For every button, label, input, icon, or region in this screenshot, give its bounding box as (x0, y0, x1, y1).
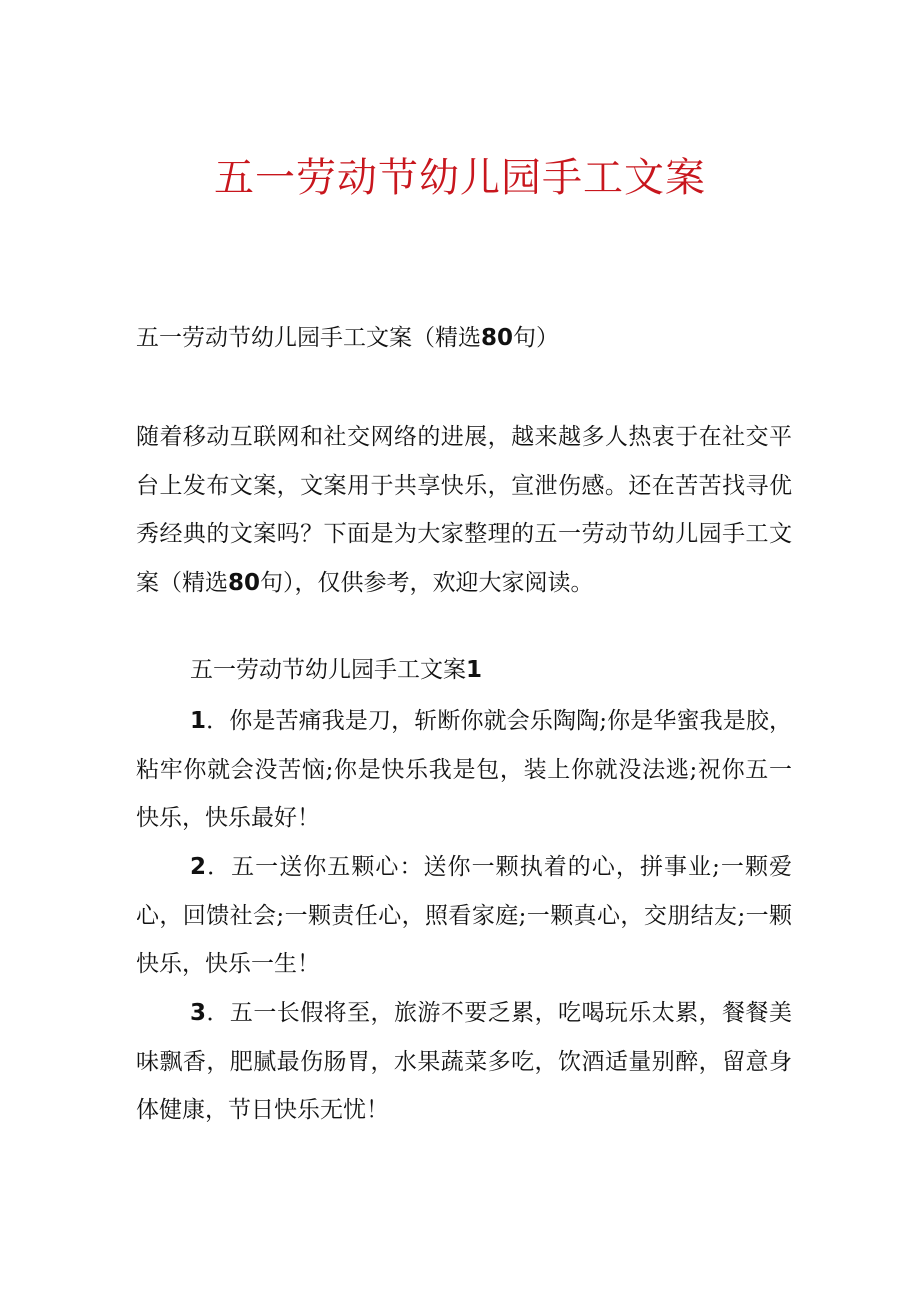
intro-number: 80 (228, 570, 261, 597)
document-subtitle (136, 318, 796, 358)
item-number: 3 (190, 1000, 207, 1026)
item-number: 1 (190, 708, 207, 734)
intro-paragraph (136, 413, 792, 608)
item-number: 2 (190, 854, 207, 880)
document-title: 五一劳动节幼儿园手工文案 (214, 155, 706, 201)
item-text: ．五一送你五颗心：送你一颗执着的心，拼事业;一颗爱心，回馈社会;一颗责任心，照看家庭;一颗真心，交朋结友;一颗快乐，快乐一生！ (136, 854, 792, 978)
subtitle-suffix: 句） (513, 325, 560, 351)
intro-text-part1: 随着移动互联网和社交网络的进展，越来越多人热衷于在社交平台上发布文案，文案用于共享快乐，宣泄伤感。还在苦苦找寻优秀经典的文案吗？下面是为大家整理的五一劳动节幼儿园手工文案（精选 (136, 424, 792, 597)
list-item (136, 697, 792, 843)
item-text: ．你是苦痛我是刀，斩断你就会乐陶陶;你是华蜜我是胶，粘牢你就会没苦恼;你是快乐我是包，装上你就没法逃;祝你五一快乐，快乐最好！ (136, 708, 792, 832)
subtitle-number: 80 (481, 325, 514, 351)
intro-text-part2: 句），仅供参考，欢迎大家阅读。 (260, 570, 594, 597)
section-heading-number: 1 (466, 657, 483, 683)
list-item (136, 989, 792, 1135)
subtitle-prefix: 五一劳动节幼儿园手工文案（精选 (136, 325, 481, 351)
item-text: ．五一长假将至，旅游不要乏累，吃喝玩乐太累，餐餐美味飘香，肥腻最伤肠胃，水果蔬菜多吃，饮酒适量别醉，留意身体健康，节日快乐无忧！ (136, 1000, 792, 1124)
section-heading (190, 650, 790, 690)
section-heading-text: 五一劳动节幼儿园手工文案 (190, 657, 466, 683)
list-item (136, 843, 792, 989)
